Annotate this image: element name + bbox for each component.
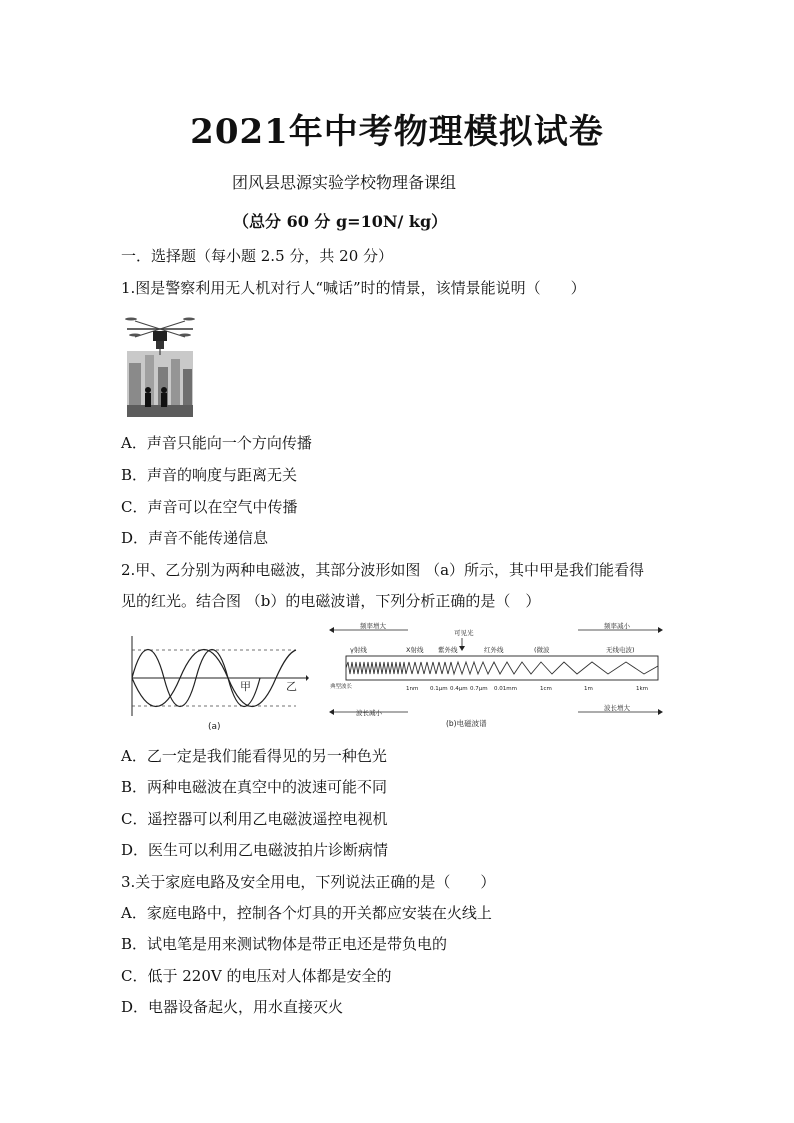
q1-option-a: A．声音只能向一个方向传播 bbox=[121, 434, 312, 452]
q3-option-d: D．电器设备起火，用水直接灭火 bbox=[121, 998, 344, 1016]
spectrum-wave bbox=[346, 662, 658, 674]
scale-07um: 0.7μm bbox=[470, 686, 488, 692]
q2-option-c: C．遥控器可以利用乙电磁波遥控电视机 bbox=[121, 810, 388, 828]
question-2-stem-line1: 2.甲、乙分别为两种电磁波，其部分波形如图 （a）所示，其中甲是我们能看得 bbox=[121, 561, 645, 579]
spectrum-diagram bbox=[328, 622, 664, 734]
scale-1nm: 1nm bbox=[406, 686, 419, 692]
wavelength-decrease-label: 波长减小 bbox=[356, 709, 382, 717]
wave-diagram bbox=[124, 632, 309, 734]
scale-001mm: 0.01mm bbox=[494, 686, 517, 692]
question-1-stem: 1.图是警察利用无人机对行人“喊话”时的情景，该情景能说明（ ） bbox=[121, 279, 586, 297]
band-gamma: γ射线 bbox=[350, 646, 367, 654]
wave-caption-a: (a) bbox=[208, 722, 221, 732]
wavelength-increase-label: 波长增大 bbox=[604, 704, 630, 712]
scale-1m: 1m bbox=[584, 686, 593, 692]
q3-option-b: B．试电笔是用来测试物体是带正电还是带负电的 bbox=[121, 935, 448, 953]
band-radio: 无线电波) bbox=[606, 646, 635, 654]
wave-label-yi: 乙 bbox=[286, 680, 297, 693]
q2-option-b: B．两种电磁波在真空中的波速可能不同 bbox=[121, 778, 388, 796]
page-subtitle: 团风县思源实验学校物理备课组 bbox=[232, 173, 457, 192]
band-xray: X射线 bbox=[406, 646, 424, 654]
drone-photo bbox=[125, 307, 195, 419]
q3-option-c: C．低于 220V 的电压对人体都是安全的 bbox=[121, 967, 392, 985]
q1-option-d: D．声音不能传递信息 bbox=[121, 529, 269, 547]
drone-photo-illustration bbox=[125, 307, 195, 419]
band-ir: 红外线 bbox=[484, 646, 504, 654]
q1-option-b: B．声音的响度与距离无关 bbox=[121, 466, 298, 484]
wave-figure-a bbox=[124, 632, 309, 734]
visible-light-label: 可见光 bbox=[454, 629, 474, 637]
scale-1cm: 1cm bbox=[540, 686, 552, 692]
band-uv: 紫外线 bbox=[438, 646, 458, 654]
freq-increase-label: 频率增大 bbox=[360, 622, 386, 630]
q3-option-a: A．家庭电路中，控制各个灯具的开关都应安装在火线上 bbox=[121, 904, 492, 922]
question-3-stem: 3.关于家庭电路及安全用电，下列说法正确的是（ ） bbox=[121, 873, 496, 891]
q1-option-c: C．声音可以在空气中传播 bbox=[121, 498, 298, 516]
q2-option-a: A．乙一定是我们能看得见的另一种色光 bbox=[121, 747, 387, 765]
scale-01um: 0.1μm bbox=[430, 686, 448, 692]
axis-title: 典型波长 bbox=[330, 684, 353, 690]
spectrum-figure-b bbox=[328, 622, 664, 734]
spectrum-caption-b: (b)电磁波谱 bbox=[446, 719, 487, 728]
question-2-stem-line2: 见的红光。结合图 （b）的电磁波谱，下列分析正确的是（ ） bbox=[121, 592, 541, 610]
freq-decrease-label: 频率减小 bbox=[604, 622, 630, 630]
scale-1km: 1km bbox=[636, 686, 649, 692]
section-heading: 一．选择题（每小题 2.5 分，共 20 分） bbox=[121, 247, 394, 265]
exam-totals: （总分 60 分 g=10N/ kg） bbox=[233, 212, 448, 231]
scale-04um: 0.4μm bbox=[450, 686, 468, 692]
wave-label-jia: 甲 bbox=[240, 680, 251, 693]
band-microwave: (微波 bbox=[534, 646, 550, 654]
page-title: 2021年中考物理模拟试卷 bbox=[190, 112, 604, 152]
q2-option-d: D．医生可以利用乙电磁波拍片诊断病情 bbox=[121, 841, 389, 859]
